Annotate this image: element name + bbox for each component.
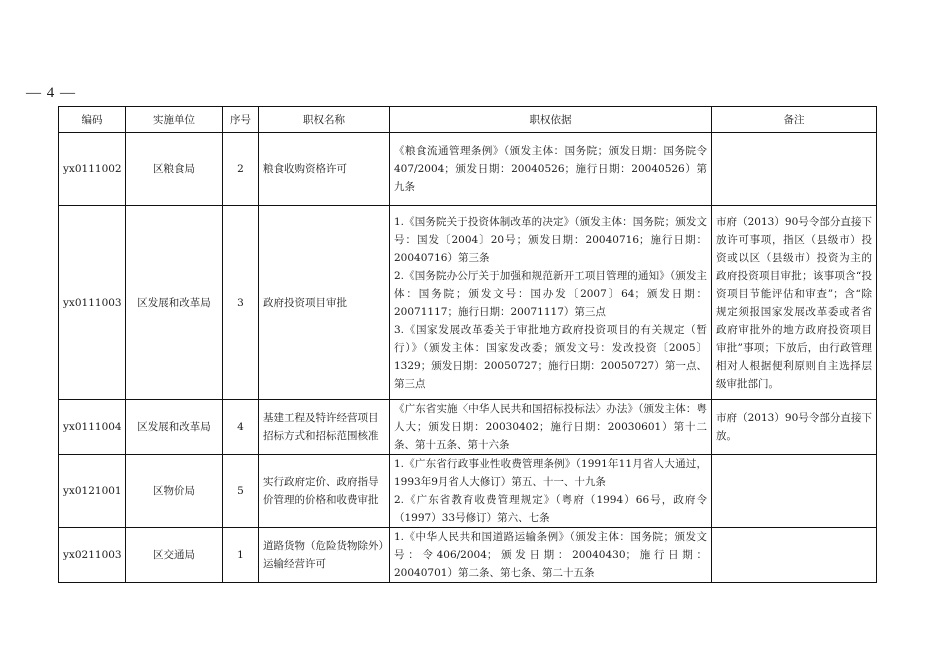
cell-code: yx0121001 bbox=[59, 455, 126, 528]
cell-remark bbox=[712, 455, 877, 528]
cell-unit: 区粮食局 bbox=[126, 133, 223, 206]
cell-right-name: 基建工程及特许经营项目招标方式和招标范围核准 bbox=[259, 400, 390, 455]
basis-item: 1.《国务院关于投资体制改革的决定》（颁发主体：国务院；颁发文号：国发〔2004〕20号；颁发日期：20040716；施行日期：20040716）第三条 bbox=[394, 215, 707, 264]
header-right-name: 职权名称 bbox=[259, 107, 390, 133]
header-unit: 实施单位 bbox=[126, 107, 223, 133]
cell-right-name: 粮食收购资格许可 bbox=[259, 133, 390, 206]
cell-unit: 区发展和改革局 bbox=[126, 206, 223, 400]
cell-code: yx0111002 bbox=[59, 133, 126, 206]
table-row bbox=[59, 400, 877, 455]
cell-legal-basis bbox=[390, 400, 712, 455]
cell-legal-basis bbox=[390, 528, 712, 583]
administrative-rights-table bbox=[58, 106, 877, 583]
header-code: 编码 bbox=[59, 107, 126, 133]
basis-item: 1.《广东省行政事业性收费管理条例》（1991年11月省人大通过，1993年9月省人大修订）第五、十一、十九条 bbox=[394, 458, 707, 488]
cell-right-name: 道路货物（危险货物除外）运输经营许可 bbox=[259, 528, 390, 583]
basis-item: 3.《国家发展改革委关于审批地方政府投资项目的有关规定（暂行）》（颁发主体：国家发改委；颁发文号：发改投资〔2005〕1329；颁发日期：20050727；施行日期：20050727）第一点、第三点 bbox=[394, 323, 707, 390]
table-row bbox=[59, 528, 877, 583]
cell-unit: 区交通局 bbox=[126, 528, 223, 583]
cell-legal-basis bbox=[390, 455, 712, 528]
cell-code: yx0111003 bbox=[59, 206, 126, 400]
cell-unit: 区物价局 bbox=[126, 455, 223, 528]
basis-item: 1.《中华人民共和国道路运输条例》（颁发主体：国务院；颁发文号：令406/2004；颁发日期：20040430；施行日期：20040701）第二条、第七条、第二十五条 bbox=[394, 531, 707, 579]
basis-item: 《粮食流通管理条例》（颁发主体：国务院；颁发日期：国务院令407/2004；颁发日期：20040526；施行日期：20040526）第九条 bbox=[394, 145, 707, 193]
table-row bbox=[59, 133, 877, 206]
cell-right-name: 实行政府定价、政府指导价管理的价格和收费审批 bbox=[259, 455, 390, 528]
page-number: — 4 — bbox=[26, 85, 76, 101]
basis-item: 2.《广东省教育收费管理规定》（粤府（1994）66号，政府令（1997）33号修订）第六、七条 bbox=[394, 494, 707, 524]
basis-item: 2.《国务院办公厅关于加强和规范新开工项目管理的通知》（颁发主体：国务院；颁发文号：国办发〔2007〕64；颁发日期：20071117；施行日期：20071117）第三点 bbox=[394, 269, 707, 318]
cell-seq: 3 bbox=[223, 206, 259, 400]
cell-seq: 4 bbox=[223, 400, 259, 455]
header-legal-basis: 职权依据 bbox=[390, 107, 712, 133]
cell-seq: 2 bbox=[223, 133, 259, 206]
header-seq: 序号 bbox=[223, 107, 259, 133]
cell-seq: 1 bbox=[223, 528, 259, 583]
cell-code: yx0211003 bbox=[59, 528, 126, 583]
table-row bbox=[59, 206, 877, 400]
table-header-row bbox=[59, 107, 877, 133]
table-row bbox=[59, 455, 877, 528]
cell-legal-basis bbox=[390, 206, 712, 400]
cell-legal-basis bbox=[390, 133, 712, 206]
cell-unit: 区发展和改革局 bbox=[126, 400, 223, 455]
cell-code: yx0111004 bbox=[59, 400, 126, 455]
cell-remark bbox=[712, 528, 877, 583]
cell-seq: 5 bbox=[223, 455, 259, 528]
header-remark: 备注 bbox=[712, 107, 877, 133]
cell-remark bbox=[712, 133, 877, 206]
cell-right-name: 政府投资项目审批 bbox=[259, 206, 390, 400]
basis-item: 《广东省实施〈中华人民共和国招标投标法〉办法》（颁发主体：粤人大；颁发日期：20030402；施行日期：20030601）第十二条、第十五条、第十六条 bbox=[394, 403, 707, 451]
cell-remark: 市府（2013）90号令部分直接下放许可事项，指区（县级市）投资或以区（县级市）投资为主的政府投资项目审批；该事项含“投资项目节能评估和审查”；含“除规定须报国家发展改革委或者省政府审批外的地方政府投资项目审批”事项；下放后，由行政管理相对人根据便利原则自主选择层级审批部门。 bbox=[712, 206, 877, 400]
cell-remark: 市府（2013）90号令部分直接下放。 bbox=[712, 400, 877, 455]
